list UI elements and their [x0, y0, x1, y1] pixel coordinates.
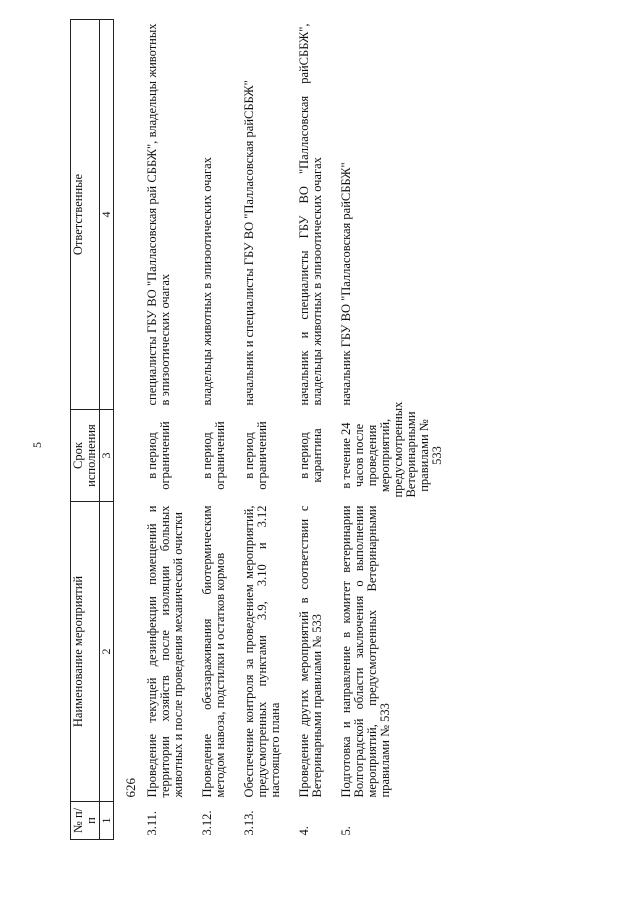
- row-number: 3.11.: [145, 810, 159, 836]
- row-responsible: специалисты ГБУ ВО "Палласовская рай СББЖ", владельцы животных в эпизоотических очагах: [145, 23, 172, 406]
- table-row: [145, 20, 186, 840]
- page-number: 5: [30, 442, 44, 448]
- table-row: [242, 20, 283, 840]
- row-term: в период ограничений: [242, 421, 269, 490]
- table-row: [200, 20, 228, 840]
- row-name: Подготовка и направление в комитет ветеринарии Волгоградской области заключения о выполнении мероприятий, предусмотренных Ветеринарными правилами № 533: [339, 505, 392, 798]
- row-term: в период ограничений: [200, 421, 227, 490]
- row-name: Проведение текущей дезинфекции помещений и территории хозяйств после изоляции больных животных и после проведения механической очистки: [145, 505, 185, 798]
- row-number: 3.13.: [242, 810, 256, 836]
- column-number-4: 4: [100, 20, 114, 410]
- row-responsible: начальник ГБУ ВО "Палласовская райСББЖ": [339, 162, 353, 406]
- row-number: 5.: [339, 826, 353, 836]
- header-responsible: Ответственные: [71, 20, 100, 410]
- column-number-1: 1: [100, 802, 114, 840]
- row-responsible: начальник и специалисты ГБУ ВО "Палласовская райСББЖ", владельцы животных в эпизоотических очагах: [297, 23, 324, 406]
- header-name: Наименование мероприятий: [71, 502, 100, 802]
- row-term: в период карантина: [297, 428, 324, 483]
- measures-table: [70, 19, 445, 840]
- header-term: Срок исполнения: [71, 410, 100, 502]
- row-responsible: владельцы животных в эпизоотических очагах: [200, 157, 214, 406]
- row-name: Проведение обеззараживания биотермическим методом навоза, подстилки и остатков кормов: [200, 505, 227, 798]
- row-name: Проведение других мероприятий в соответствии с Ветеринарными правилами № 533: [297, 505, 324, 798]
- column-number-3: 3: [100, 410, 114, 502]
- table-header: [71, 20, 114, 840]
- row-number: 3.12.: [200, 810, 214, 836]
- table-row: [297, 20, 325, 840]
- section-code: 626: [123, 778, 138, 798]
- measures-table-sheet: [70, 20, 630, 840]
- row-term: в период ограничений: [145, 421, 172, 490]
- table-row: [339, 20, 445, 840]
- header-number: № п/п: [71, 802, 100, 840]
- column-number-2: 2: [100, 502, 114, 802]
- row-responsible: начальник и специалисты ГБУ ВО "Палласовская райСББЖ": [242, 80, 256, 406]
- row-number: 4.: [297, 826, 311, 836]
- row-name: Обеспечение контроля за проведением мероприятий, предусмотренных пунктами 3.9, 3.10 и 3.12 настоящего плана: [242, 505, 282, 798]
- row-term: в течение 24 часов после проведения мероприятий, предусмотренных Ветеринарными правилами № 533: [339, 401, 444, 498]
